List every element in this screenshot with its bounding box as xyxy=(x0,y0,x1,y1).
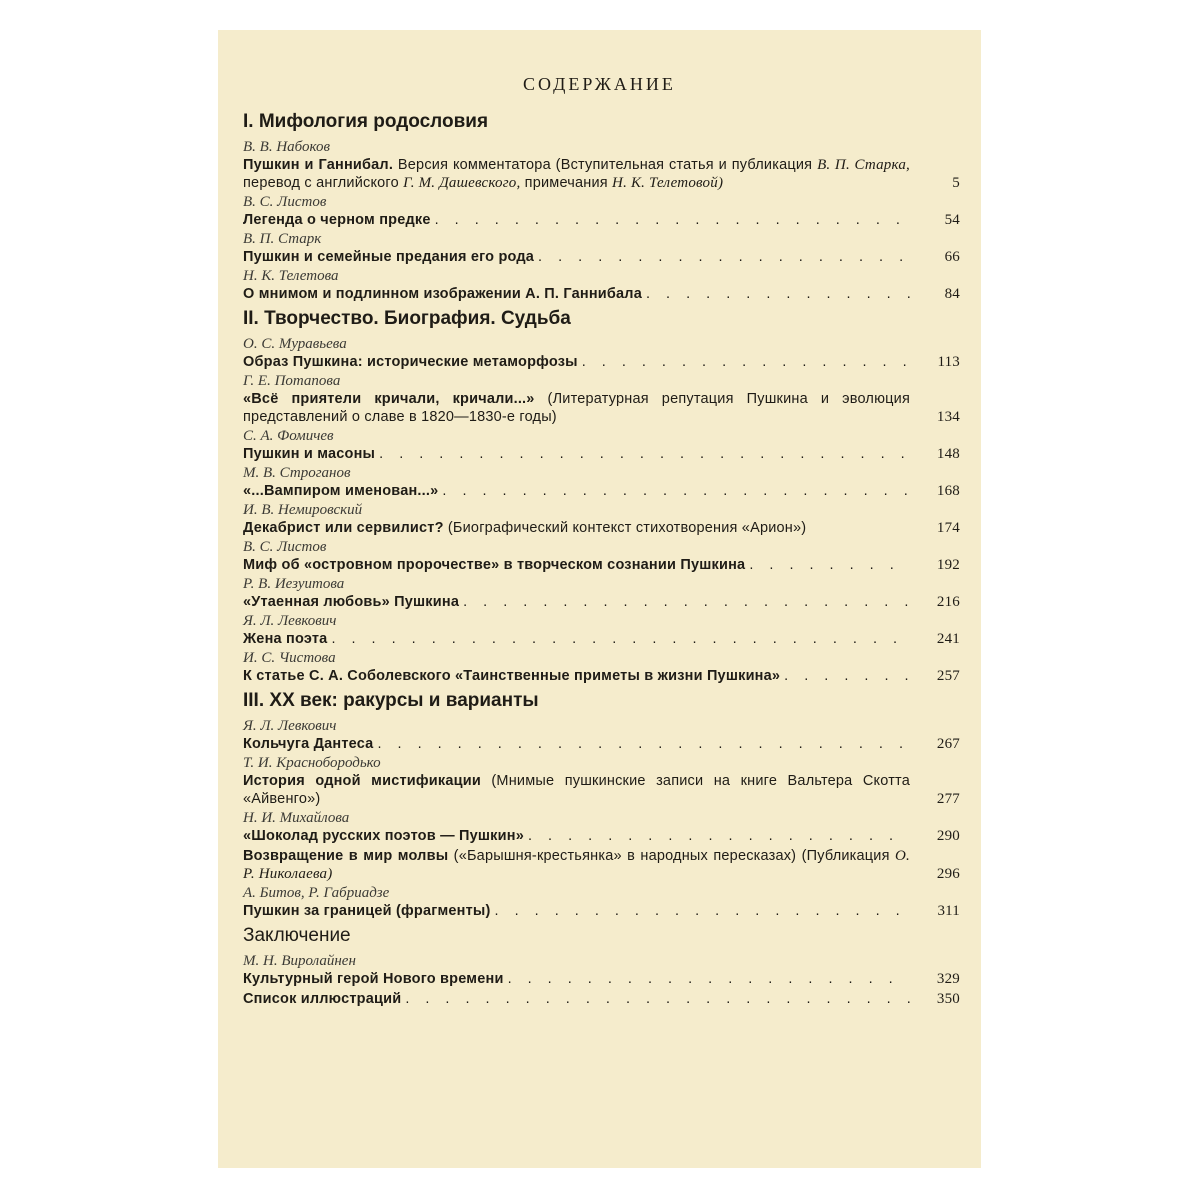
page-number: 192 xyxy=(936,557,960,573)
entry-text: Н. К. Телетовой) xyxy=(612,175,724,191)
page-number: 54 xyxy=(944,212,960,228)
page-number: 290 xyxy=(936,828,960,844)
toc-entry xyxy=(243,502,960,537)
entry-text: История одной мистификации xyxy=(243,773,481,789)
entry-author: Г. Е. Потапова xyxy=(243,373,341,389)
entry-text: Жена поэта xyxy=(243,631,328,647)
entry-text: Пушкин и Ганнибал. xyxy=(243,157,394,173)
entry-text: Пушкин и масоны xyxy=(243,446,376,462)
entry-title xyxy=(243,353,960,371)
entry-title xyxy=(243,519,960,537)
leader-dots xyxy=(749,556,910,574)
entry-title xyxy=(243,827,960,845)
entry-title xyxy=(243,211,960,229)
entry-author: А. Битов, Р. Габриадзе xyxy=(243,885,390,901)
toc-entry xyxy=(243,268,960,303)
entry-text: К статье С. А. Соболевского «Таинственные приметы в жизни Пушкина» xyxy=(243,668,781,684)
page-number: 329 xyxy=(936,971,960,987)
entry-author: В. П. Старк xyxy=(243,231,322,247)
toc-entry xyxy=(243,465,960,500)
entry-title xyxy=(243,593,960,611)
entry-title xyxy=(243,667,960,685)
entry-title xyxy=(243,902,960,920)
entry-author: О. С. Муравьева xyxy=(243,336,347,352)
leader-dots xyxy=(379,445,910,463)
entry-author: Я. Л. Левкович xyxy=(243,613,337,629)
page-number: 66 xyxy=(944,249,960,265)
entry-text: Культурный герой Нового времени xyxy=(243,971,504,987)
entry-text: «...Вампиром именован...» xyxy=(243,483,439,499)
entry-text: Образ Пушкина: исторические метаморфозы xyxy=(243,354,578,370)
entry-title xyxy=(243,847,960,883)
entry-author: В. С. Листов xyxy=(243,539,327,555)
leader-dots xyxy=(495,902,910,920)
toc-entry xyxy=(243,539,960,574)
section-heading: Заключение xyxy=(243,925,351,946)
section-heading: I. Мифология родословия xyxy=(243,111,489,132)
toc-entry xyxy=(243,336,960,371)
entry-text: «Шоколад русских поэтов — Пушкин» xyxy=(243,828,524,844)
entry-text: Список иллюстраций xyxy=(243,991,402,1007)
entry-author: В. С. Листов xyxy=(243,194,327,210)
entry-author: С. А. Фомичев xyxy=(243,428,334,444)
page-number: 134 xyxy=(936,409,960,425)
section-heading: III. XX век: ракурсы и варианты xyxy=(243,690,539,711)
entry-text: Возвращение в мир молвы xyxy=(243,848,449,864)
entry-text: Декабрист или сервилист? xyxy=(243,520,444,536)
entry-text: Версия комментатора (Вступительная статья и публикация xyxy=(393,157,818,173)
toc-entry xyxy=(243,650,960,685)
leader-dots xyxy=(331,630,910,648)
book-page xyxy=(218,30,981,1168)
toc-entry xyxy=(243,373,960,426)
page-number: 113 xyxy=(937,354,960,370)
toc-entry xyxy=(243,231,960,266)
page-number: 311 xyxy=(937,903,960,919)
leader-dots xyxy=(463,593,910,611)
entry-author: Н. И. Михайлова xyxy=(243,810,350,826)
leader-dots xyxy=(784,667,910,685)
entry-text: (Биографический контекст стихотворения «Арион») xyxy=(443,520,807,536)
leader-dots xyxy=(405,990,910,1008)
toc-title: СОДЕРЖАНИЕ xyxy=(523,74,676,94)
entry-author: И. В. Немировский xyxy=(243,502,363,518)
toc-entry xyxy=(243,990,960,1008)
toc-entry xyxy=(243,847,960,883)
entry-title xyxy=(243,772,960,808)
entry-title xyxy=(243,445,960,463)
page-number: 267 xyxy=(936,736,960,752)
entry-title xyxy=(243,482,960,500)
page-number: 174 xyxy=(936,520,960,536)
toc-entry xyxy=(243,810,960,845)
toc-entry xyxy=(243,953,960,988)
entry-title xyxy=(243,630,960,648)
entry-title xyxy=(243,970,960,988)
entry-author: В. В. Набоков xyxy=(243,139,330,155)
toc-entry xyxy=(243,755,960,808)
toc-entry xyxy=(243,428,960,463)
leader-dots xyxy=(442,482,910,500)
section-heading: II. Творчество. Биография. Судьба xyxy=(243,308,571,329)
entry-text: (Мнимые пушкинские записи на книге Вальтера Скотта «Айвенго») xyxy=(243,773,910,807)
entry-author: Н. К. Телетова xyxy=(243,268,339,284)
leader-dots xyxy=(528,827,910,845)
page-number: 241 xyxy=(936,631,960,647)
entry-author: И. С. Чистова xyxy=(243,650,336,666)
entry-author: Т. И. Краснобородько xyxy=(243,755,381,771)
entry-title xyxy=(243,285,960,303)
entry-text: В. П. Старка, xyxy=(817,157,910,173)
leader-dots xyxy=(582,353,910,371)
page-number: 277 xyxy=(936,791,960,807)
page-number: 84 xyxy=(944,286,960,302)
leader-dots xyxy=(538,248,910,266)
leader-dots xyxy=(377,735,910,753)
entry-text: Легенда о черном предке xyxy=(243,212,431,228)
leader-dots xyxy=(435,211,910,229)
page-number: 296 xyxy=(936,866,960,882)
entry-text: Кольчуга Дантеса xyxy=(243,736,374,752)
entry-title xyxy=(243,556,960,574)
entry-text: (Литературная репутация Пушкина и эволюция представлений о славе в 1820—1830-е годы) xyxy=(243,391,910,425)
toc-entry xyxy=(243,718,960,753)
entry-text: Г. М. Дашевского, xyxy=(403,175,521,191)
entry-text: Пушкин за границей (фрагменты) xyxy=(243,903,491,919)
page-number: 216 xyxy=(936,594,960,610)
page-number: 148 xyxy=(936,446,960,462)
toc-list xyxy=(243,106,960,1010)
entry-title xyxy=(243,990,960,1008)
toc-entry xyxy=(243,194,960,229)
toc-entry xyxy=(243,576,960,611)
entry-text: О. Р. Николаева) xyxy=(243,848,910,882)
entry-title xyxy=(243,248,960,266)
entry-author: Р. В. Иезуитова xyxy=(243,576,345,592)
entry-text: О мнимом и подлинном изображении А. П. Ганнибала xyxy=(243,286,642,302)
page-number: 5 xyxy=(952,175,960,191)
entry-title xyxy=(243,156,960,192)
page-number: 257 xyxy=(936,668,960,684)
entry-title xyxy=(243,390,960,426)
entry-text: примечания xyxy=(520,175,613,191)
toc-entry xyxy=(243,885,960,920)
leader-dots xyxy=(508,970,910,988)
entry-author: М. Н. Виролайнен xyxy=(243,953,356,969)
entry-text: перевод с английского xyxy=(243,175,404,191)
toc-entry xyxy=(243,139,960,192)
entry-text: «Утаенная любовь» Пушкина xyxy=(243,594,460,610)
leader-dots xyxy=(646,285,910,303)
page-number: 350 xyxy=(936,991,960,1007)
entry-text: Миф об «островном пророчестве» в творческом сознании Пушкина xyxy=(243,557,746,573)
entry-text: «Всё приятели кричали, кричали...» xyxy=(243,391,535,407)
toc-entry xyxy=(243,613,960,648)
page-number: 168 xyxy=(936,483,960,499)
entry-title xyxy=(243,735,960,753)
entry-text: Пушкин и семейные предания его рода xyxy=(243,249,535,265)
entry-author: М. В. Строганов xyxy=(243,465,351,481)
entry-text: («Барышня-крестьянка» в народных пересказах) (Публикация xyxy=(448,848,896,864)
entry-author: Я. Л. Левкович xyxy=(243,718,337,734)
